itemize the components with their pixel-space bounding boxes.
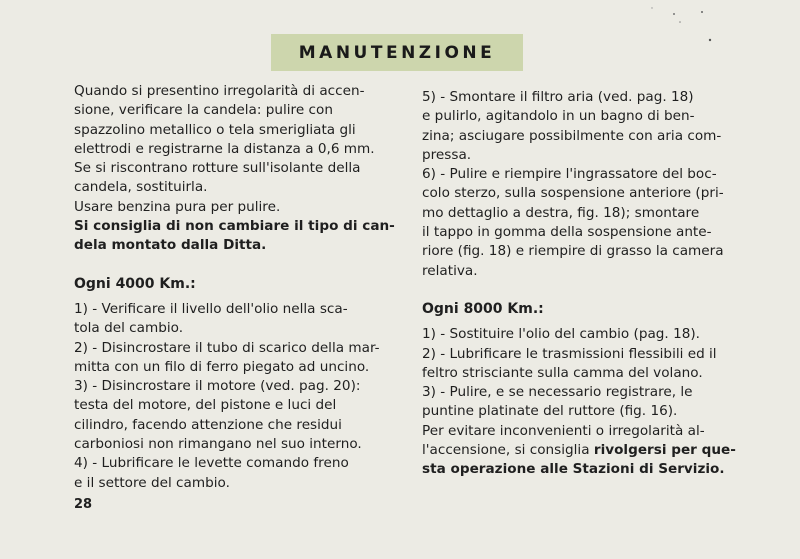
- text-line: relativa.: [422, 262, 478, 279]
- section-title: MANUTENZIONE: [298, 42, 496, 63]
- text-line: colo sterzo, sulla sospensione anteriore (pri-: [422, 185, 724, 202]
- text-line: zina; asciugare possibilmente con aria com-: [422, 127, 722, 144]
- text-line: Usare benzina pura per pulire.: [74, 198, 281, 215]
- text-line: carboniosi non rimangano nel suo interno.: [74, 436, 362, 453]
- text-line: mitta con un filo di ferro piegato ad uncino.: [74, 358, 370, 375]
- text-line: Per evitare inconvenienti o irregolarità al-: [422, 422, 705, 439]
- text-line: pressa.: [422, 146, 472, 163]
- section-title-banner: [271, 34, 523, 71]
- text-line: spazzolino metallico o tela smerigliata gli: [74, 121, 356, 138]
- text-line: 1) - Verificare il livello dell'olio nella sca-: [74, 300, 348, 317]
- text-line: candela, sostituirla.: [74, 179, 208, 196]
- final-advice-bold-line: sta operazione alle Stazioni di Servizio.: [422, 461, 725, 478]
- page-number: 28: [74, 497, 93, 512]
- text-line: tola del cambio.: [74, 320, 184, 337]
- left-column: [74, 82, 401, 493]
- text-line: 5) - Smontare il filtro aria (ved. pag. 18): [422, 89, 694, 105]
- text-line: riore (fig. 18) e riempire di grasso la camera: [422, 243, 724, 260]
- text-line: e pulirlo, agitandolo in un bagno di ben-: [422, 108, 695, 125]
- final-advice-bold: rivolgersi per que-: [593, 442, 736, 459]
- text-line: il tappo in gomma della sospensione ante-: [422, 224, 712, 241]
- right-column: [422, 88, 749, 480]
- text-line: mo dettaglio a destra, fig. 18); smontare: [422, 204, 700, 221]
- text-line: 6) - Pulire e riempire l'ingrassatore del boc-: [422, 166, 717, 183]
- text-line: 2) - Lubrificare le trasmissioni flessibili ed il: [422, 345, 717, 362]
- text-line: Quando si presentino irregolarità di accen-: [74, 83, 365, 99]
- bold-note-line: Si consiglia di non cambiare il tipo di can-: [74, 218, 395, 235]
- heading-4000-km: Ogni 4000 Km.:: [74, 275, 196, 292]
- text-line: elettrodi e registrarne la distanza a 0,6 mm.: [74, 140, 375, 157]
- bold-note-line: dela montato dalla Ditta.: [74, 237, 267, 254]
- final-advice-plain: l'accensione, si consiglia: [422, 442, 594, 459]
- text-line: 3) - Disincrostare il motore (ved. pag. 20):: [74, 378, 361, 395]
- text-line: Se si riscontrano rotture sull'isolante della: [74, 160, 361, 177]
- heading-8000-km: Ogni 8000 Km.:: [422, 300, 544, 317]
- text-line: 4) - Lubrificare le levette comando freno: [74, 455, 349, 472]
- text-line: feltro strisciante sulla camma del volano.: [422, 364, 703, 381]
- text-line: cilindro, facendo attenzione che residui: [74, 416, 342, 433]
- text-line: testa del motore, del pistone e luci del: [74, 397, 337, 414]
- text-line: e il settore del cambio.: [74, 474, 230, 491]
- text-line: 2) - Disincrostare il tubo di scarico della mar-: [74, 339, 380, 356]
- text-line: 1) - Sostituire l'olio del cambio (pag. 18).: [422, 326, 700, 343]
- text-line: 3) - Pulire, e se necessario registrare, le: [422, 384, 693, 401]
- final-advice-line: [422, 441, 749, 460]
- text-line: puntine platinate del ruttore (fig. 16).: [422, 403, 678, 420]
- text-line: sione, verificare la candela: pulire con: [74, 102, 333, 119]
- paper-specks: [640, 0, 760, 60]
